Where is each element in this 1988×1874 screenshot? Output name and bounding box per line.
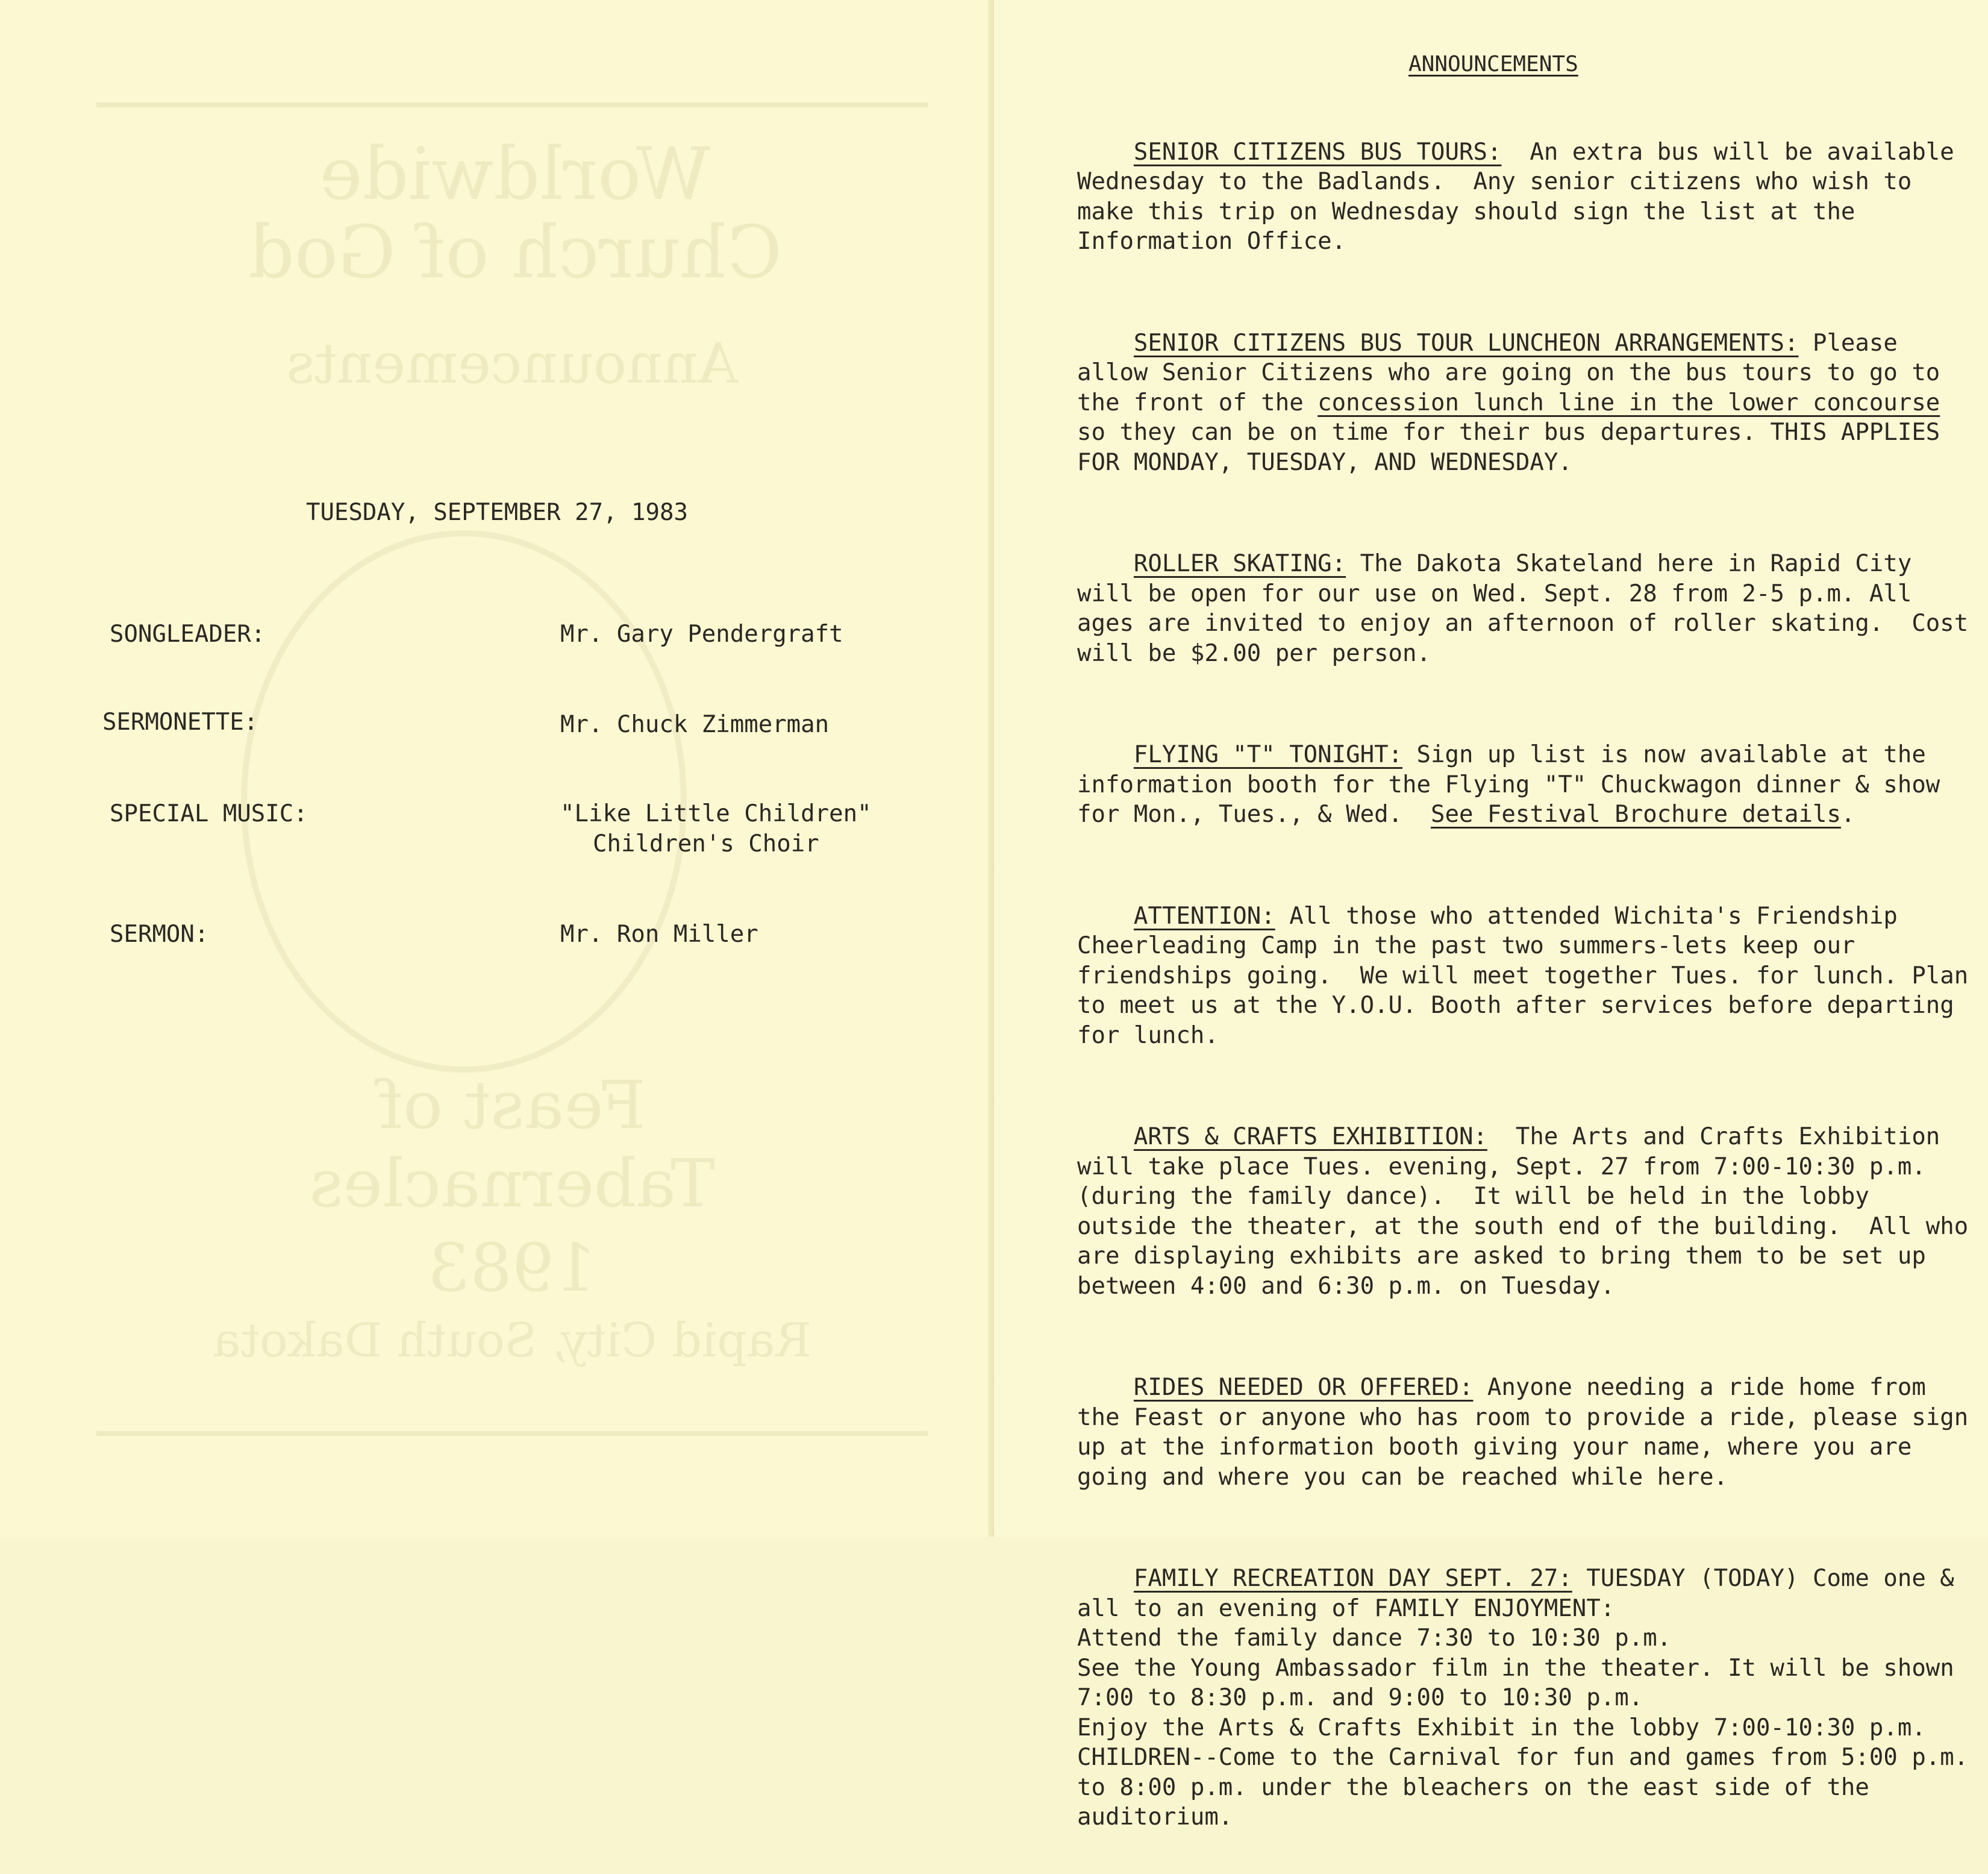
special-music-label: SPECIAL MUSIC: — [110, 800, 308, 827]
announcement-body: Sign up list is now available at the information booth for the Flying "T" Chuckwagon dinner & show for Mon., Tues., & Wed. — [1077, 741, 1954, 828]
announcement-heading: RIDES NEEDED OR OFFERED: — [1133, 1374, 1474, 1401]
announcement-underlined-text: concession lunch line in the lower concourse — [1318, 389, 1940, 416]
announcement-item — [1077, 519, 1981, 698]
ghost-title-line3: Announcements — [286, 331, 738, 396]
sermonette-name: Mr. Chuck Zimmerman — [560, 711, 830, 738]
songleader-label: SONGLEADER: — [110, 621, 266, 648]
ghost-title-line4: Feast of — [378, 1067, 646, 1144]
announcement-item — [1077, 298, 1981, 507]
announcement-item — [1077, 107, 1981, 286]
special-music-title: "Like Little Children" — [560, 800, 872, 827]
ghost-title-line2: Church of God — [248, 211, 783, 295]
ghost-title-line5: Tabernacles — [309, 1145, 715, 1222]
announcement-item — [1077, 710, 1981, 860]
announcement-heading: ATTENTION: — [1133, 902, 1275, 930]
announcement-item — [1077, 1534, 1981, 1863]
songleader-name: Mr. Gary Pendergraft — [560, 621, 843, 648]
announcement-body: TUESDAY (TODAY) Come one & all to an evening of FAMILY ENJOYMENT: Attend the family dance 7:30 to 10:30 p.m. See the Young Ambassador film in the theater. It will be shown 7:00 to 8:30 p.m. and 9:00 to 10:30 p.m. Enjoy the Arts & Crafts Exhibit in the lobby 7:00-10:30 p.m. CHILDREN--Come to the Carnival for fun and games from 5:00 p.m. to 8:00 p.m. under the bleachers on the east side of the auditorium. — [1077, 1565, 1969, 1831]
program-date: TUESDAY, SEPTEMBER 27, 1983 — [306, 499, 688, 526]
ghost-title-line1: Worldwide — [319, 133, 711, 216]
special-music-performer: Children's Choir — [593, 830, 819, 857]
announcement-body: The Dakota Skateland here in Rapid City will be open for our use on Wed. Sept. 28 from 2-5 p.m. All ages are invited to enjoy an afternoon of roller skating. Cost will be $2.00 per person. — [1077, 550, 1983, 667]
announcement-heading: ROLLER SKATING: — [1133, 550, 1346, 577]
announcement-heading: FAMILY RECREATION DAY SEPT. 27: — [1133, 1565, 1572, 1592]
announcement-item — [1077, 1092, 1981, 1331]
announcement-heading: SENIOR CITIZENS BUS TOURS: — [1133, 138, 1502, 166]
left-page — [0, 0, 994, 1537]
announcement-body-continued: . — [1840, 801, 1855, 828]
announcement-body: An extra bus will be available Wednesday to the Badlands. Any senior citizens who wish to make this trip on Wednesday should sign the list at the Information Office. — [1077, 138, 1969, 255]
announcement-body: All those who attended Wichita's Friendship Cheerleading Camp in the past two summers-lets keep our friendships going. We will meet together Tues. for lunch. Plan to meet us at the Y.O.U. Booth after services before departing for lunch. — [1077, 902, 1983, 1049]
announcement-body: Please allow Senior Citizens who are going on the bus tours to go to the front of the — [1077, 329, 1954, 416]
announcements-title: ANNOUNCEMENTS — [1408, 52, 1578, 77]
announcements-list — [1077, 107, 1981, 1874]
sermon-label: SERMON: — [110, 921, 209, 948]
announcement-heading: ARTS & CRAFTS EXHIBITION: — [1133, 1123, 1487, 1150]
announcement-heading: SENIOR CITIZENS BUS TOUR LUNCHEON ARRANGEMENTS: — [1133, 329, 1799, 357]
announcement-underlined-text: See Festival Brochure details — [1431, 801, 1841, 828]
ghost-title-line7: Rapid City, South Dakota — [213, 1314, 812, 1368]
announcement-body: Anyone needing a ride home from the Feast or anyone who has room to provide a ride, please sign up at the information booth giving your name, where you are going and where you can be reached while here. — [1077, 1374, 1983, 1491]
announcement-body: The Arts and Crafts Exhibition will take place Tues. evening, Sept. 27 from 7:00-10:30 p.m. (during the family dance). It will be held in the lobby outside the theater, at the south end of the building. All who are displaying exhibits are asked to bring them to be set up between 4:00 and 6:30 p.m. on Tuesday. — [1077, 1123, 1983, 1300]
announcement-item — [1077, 871, 1981, 1080]
ghost-title-line6: 1983 — [428, 1229, 596, 1306]
announcement-body-continued: so they can be on time for their bus departures. THIS APPLIES FOR MONDAY, TUESDAY, AND WEDNESDAY. — [1077, 389, 1954, 476]
ghost-top-rule — [96, 102, 928, 107]
ghost-bottom-rule — [96, 1431, 928, 1436]
announcement-heading: FLYING "T" TONIGHT: — [1133, 741, 1403, 768]
sermon-name: Mr. Ron Miller — [560, 921, 758, 948]
announcement-item — [1077, 1343, 1981, 1522]
sermonette-label: SERMONETTE: — [102, 709, 258, 736]
